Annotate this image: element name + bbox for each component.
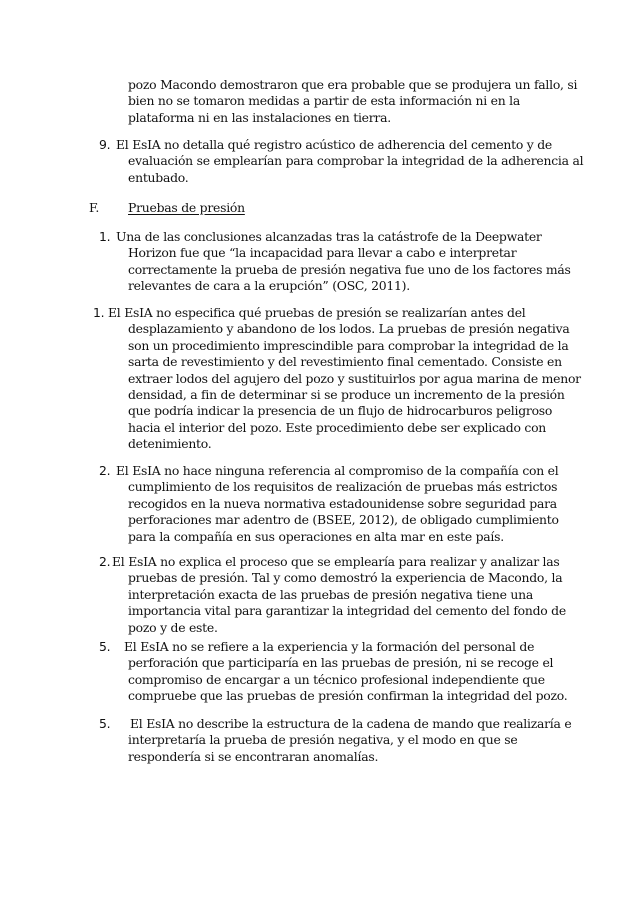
text-line: bien no se tomaron medidas a partir de esta información ni en la bbox=[128, 93, 521, 109]
list-item-5 bbox=[99, 639, 568, 705]
text-line: perforaciones mar adentro de (BSEE, 2012), de obligado cumplimiento bbox=[128, 512, 559, 528]
text-line: extraer lodos del agujero del pozo y sustituirlos por agua marina de menor bbox=[128, 370, 581, 386]
text-line: recogidos en la nueva normativa estadounidense sobre seguridad para bbox=[128, 495, 557, 511]
continuation-paragraph bbox=[128, 77, 578, 126]
text-line: que podría indicar la presencia de un flujo de hidrocarburos peligroso bbox=[128, 403, 553, 419]
text-line: relevantes de cara a la erupción” (OSC, 2011). bbox=[128, 278, 410, 294]
list-number: 1. bbox=[99, 229, 111, 244]
text-line: para la compañía en sus operaciones en alta mar en este país. bbox=[128, 528, 504, 544]
text-line: pozo Macondo demostraron que era probable que se produjera un fallo, si bbox=[128, 77, 578, 92]
text-line: desplazamiento y abandono de los lodos. La pruebas de presión negativa bbox=[128, 321, 570, 337]
text-line: pozo y de este. bbox=[128, 619, 218, 635]
list-number: 2. bbox=[99, 463, 111, 478]
list-item-1 bbox=[93, 305, 581, 453]
section-heading bbox=[89, 200, 289, 216]
text-line: El EsIA no hace ninguna referencia al compromiso de la compañía con el bbox=[116, 463, 559, 478]
section-letter: F. bbox=[89, 200, 100, 215]
text-line: El EsIA no se refiere a la experiencia y la formación del personal de bbox=[124, 639, 535, 654]
list-item-9 bbox=[99, 137, 584, 186]
text-line: pruebas de presión. Tal y como demostró la experiencia de Macondo, la bbox=[128, 570, 563, 586]
text-line: interpretaría la prueba de presión negativa, y el modo en que se bbox=[128, 732, 518, 748]
text-line: Horizon fue que “la incapacidad para llevar a cabo e interpretar bbox=[128, 245, 517, 261]
text-line: El EsIA no detalla qué registro acústico de adherencia del cemento y de bbox=[116, 137, 552, 152]
text-line: El EsIA no describe la estructura de la cadena de mando que realizaría e bbox=[130, 716, 572, 731]
text-line: evaluación se emplearían para comprobar la integridad de la adherencia al bbox=[128, 153, 584, 169]
text-line: sarta de revestimiento y del revestimiento final cementado. Consiste en bbox=[128, 354, 562, 370]
text-line: cumplimiento de los requisitos de realización de pruebas más estrictos bbox=[128, 479, 558, 495]
text-line: interpretación exacta de las pruebas de presión negativa tiene una bbox=[128, 586, 533, 602]
list-number: 9. bbox=[99, 137, 111, 152]
text-line: densidad, a fin de determinar si se produce un incremento de la presión bbox=[128, 387, 565, 403]
text-line: compruebe que las pruebas de presión confirman la integridad del pozo. bbox=[128, 688, 568, 704]
text-line: plataforma ni en las instalaciones en tierra. bbox=[128, 109, 391, 125]
section-title: Pruebas de presión bbox=[128, 200, 245, 215]
text-line: respondería si se encontraran anomalías. bbox=[128, 748, 379, 764]
list-number: 5. bbox=[99, 716, 111, 731]
text-line: Una de las conclusiones alcanzadas tras la catástrofe de la Deepwater bbox=[116, 229, 542, 244]
list-number: 5. bbox=[99, 639, 111, 654]
text-line: El EsIA no explica el proceso que se emplearía para realizar y analizar las bbox=[112, 554, 560, 569]
list-item-5 bbox=[99, 716, 572, 765]
text-line: importancia vital para garantizar la integridad del cemento del fondo de bbox=[128, 603, 566, 619]
list-number: 2. bbox=[99, 554, 111, 569]
text-line: entubado. bbox=[128, 169, 189, 185]
list-item-2 bbox=[99, 463, 559, 545]
list-item-2 bbox=[99, 554, 566, 636]
text-line: perforación que participaría en las pruebas de presión, ni se recoge el bbox=[128, 655, 554, 671]
text-line: El EsIA no especifica qué pruebas de presión se realizarían antes del bbox=[108, 305, 526, 320]
text-line: son un procedimiento imprescindible para comprobar la integridad de la bbox=[128, 337, 569, 353]
text-line: correctamente la prueba de presión negativa fue uno de los factores más bbox=[128, 261, 571, 277]
list-item-1 bbox=[99, 229, 571, 295]
text-line: hacia el interior del pozo. Este procedimiento debe ser explicado con bbox=[128, 419, 547, 435]
text-line: detenimiento. bbox=[128, 436, 212, 452]
list-number: 1. bbox=[93, 305, 105, 320]
text-line: compromiso de encargar a un técnico profesional independiente que bbox=[128, 671, 545, 687]
